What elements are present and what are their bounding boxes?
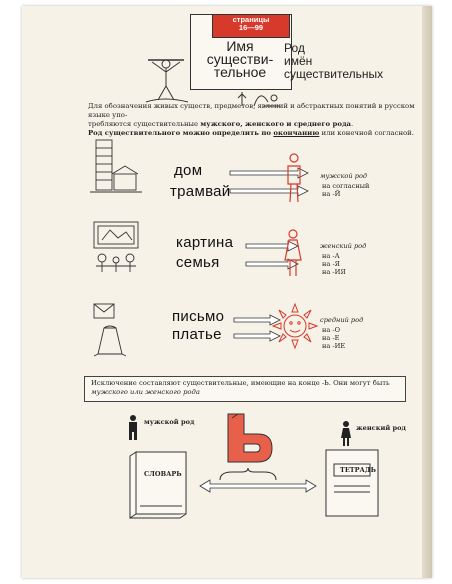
page-binding (422, 6, 432, 578)
man-figure-icon (282, 152, 306, 204)
label-masculine: мужской род (144, 418, 195, 426)
ending-neut-1: на -О (322, 326, 341, 334)
word-semya: семья (176, 254, 220, 271)
intro-paragraph: Для обозначения живых существ, предметов, явлений и абстрактных понятий в русском языке упо- требляются существительные мужского, женского и среднего рода. Род существительного можно определить по окончанию или конечной согласной. (88, 102, 415, 137)
gender-feminine: женский род (320, 242, 367, 250)
notebook-label: ТЕТРАДЬ (340, 466, 376, 474)
word-dom: дом (174, 162, 203, 179)
word-kartina: картина (176, 234, 234, 251)
double-arrow (198, 478, 318, 494)
label-feminine: женский род (356, 424, 406, 432)
man-silhouette-icon (126, 414, 140, 440)
textbook-page (22, 6, 432, 578)
ending-fem-3: на -ИЯ (322, 268, 346, 276)
buildings-illustration (88, 136, 144, 198)
soft-sign-figure (218, 410, 278, 468)
woman-figure-icon (282, 228, 304, 280)
ending-fem-2: на -Я (322, 260, 340, 268)
ending-neut-3: на -ИЕ (322, 342, 346, 350)
notebook-illustration (322, 446, 382, 520)
letter-and-dress-illustration (88, 298, 140, 360)
ending-fem-1: на -А (322, 252, 340, 260)
book-label: СЛОВАРЬ (144, 470, 182, 478)
weight-lifter-illustration (144, 54, 194, 106)
word-pismo: письмо (172, 308, 225, 325)
gender-neuter: средний род (320, 316, 364, 324)
family-picture-illustration (86, 218, 146, 278)
topic-subtitle: Род имён существительных (284, 41, 384, 81)
ending-masc-2: на -Й (322, 190, 341, 198)
gender-masculine: мужской род (320, 172, 368, 180)
dictionary-book-illustration (126, 446, 196, 520)
word-platye: платье (172, 326, 222, 343)
ending-masc-1: на согласный (322, 182, 370, 190)
exception-note: Исключение составляют существительные, имеющие на конце -Ь. Они могут быть мужского или женского рода (84, 376, 406, 402)
title-block (190, 14, 298, 94)
ending-neut-2: на -Е (322, 334, 340, 342)
word-tramvai: трамвай (170, 183, 231, 200)
woman-silhouette-icon (340, 420, 352, 446)
pages-label: страницы 16—99 (232, 15, 270, 32)
sun-face-icon (270, 302, 320, 350)
topic-title: Имя существи- тельное (206, 38, 274, 80)
